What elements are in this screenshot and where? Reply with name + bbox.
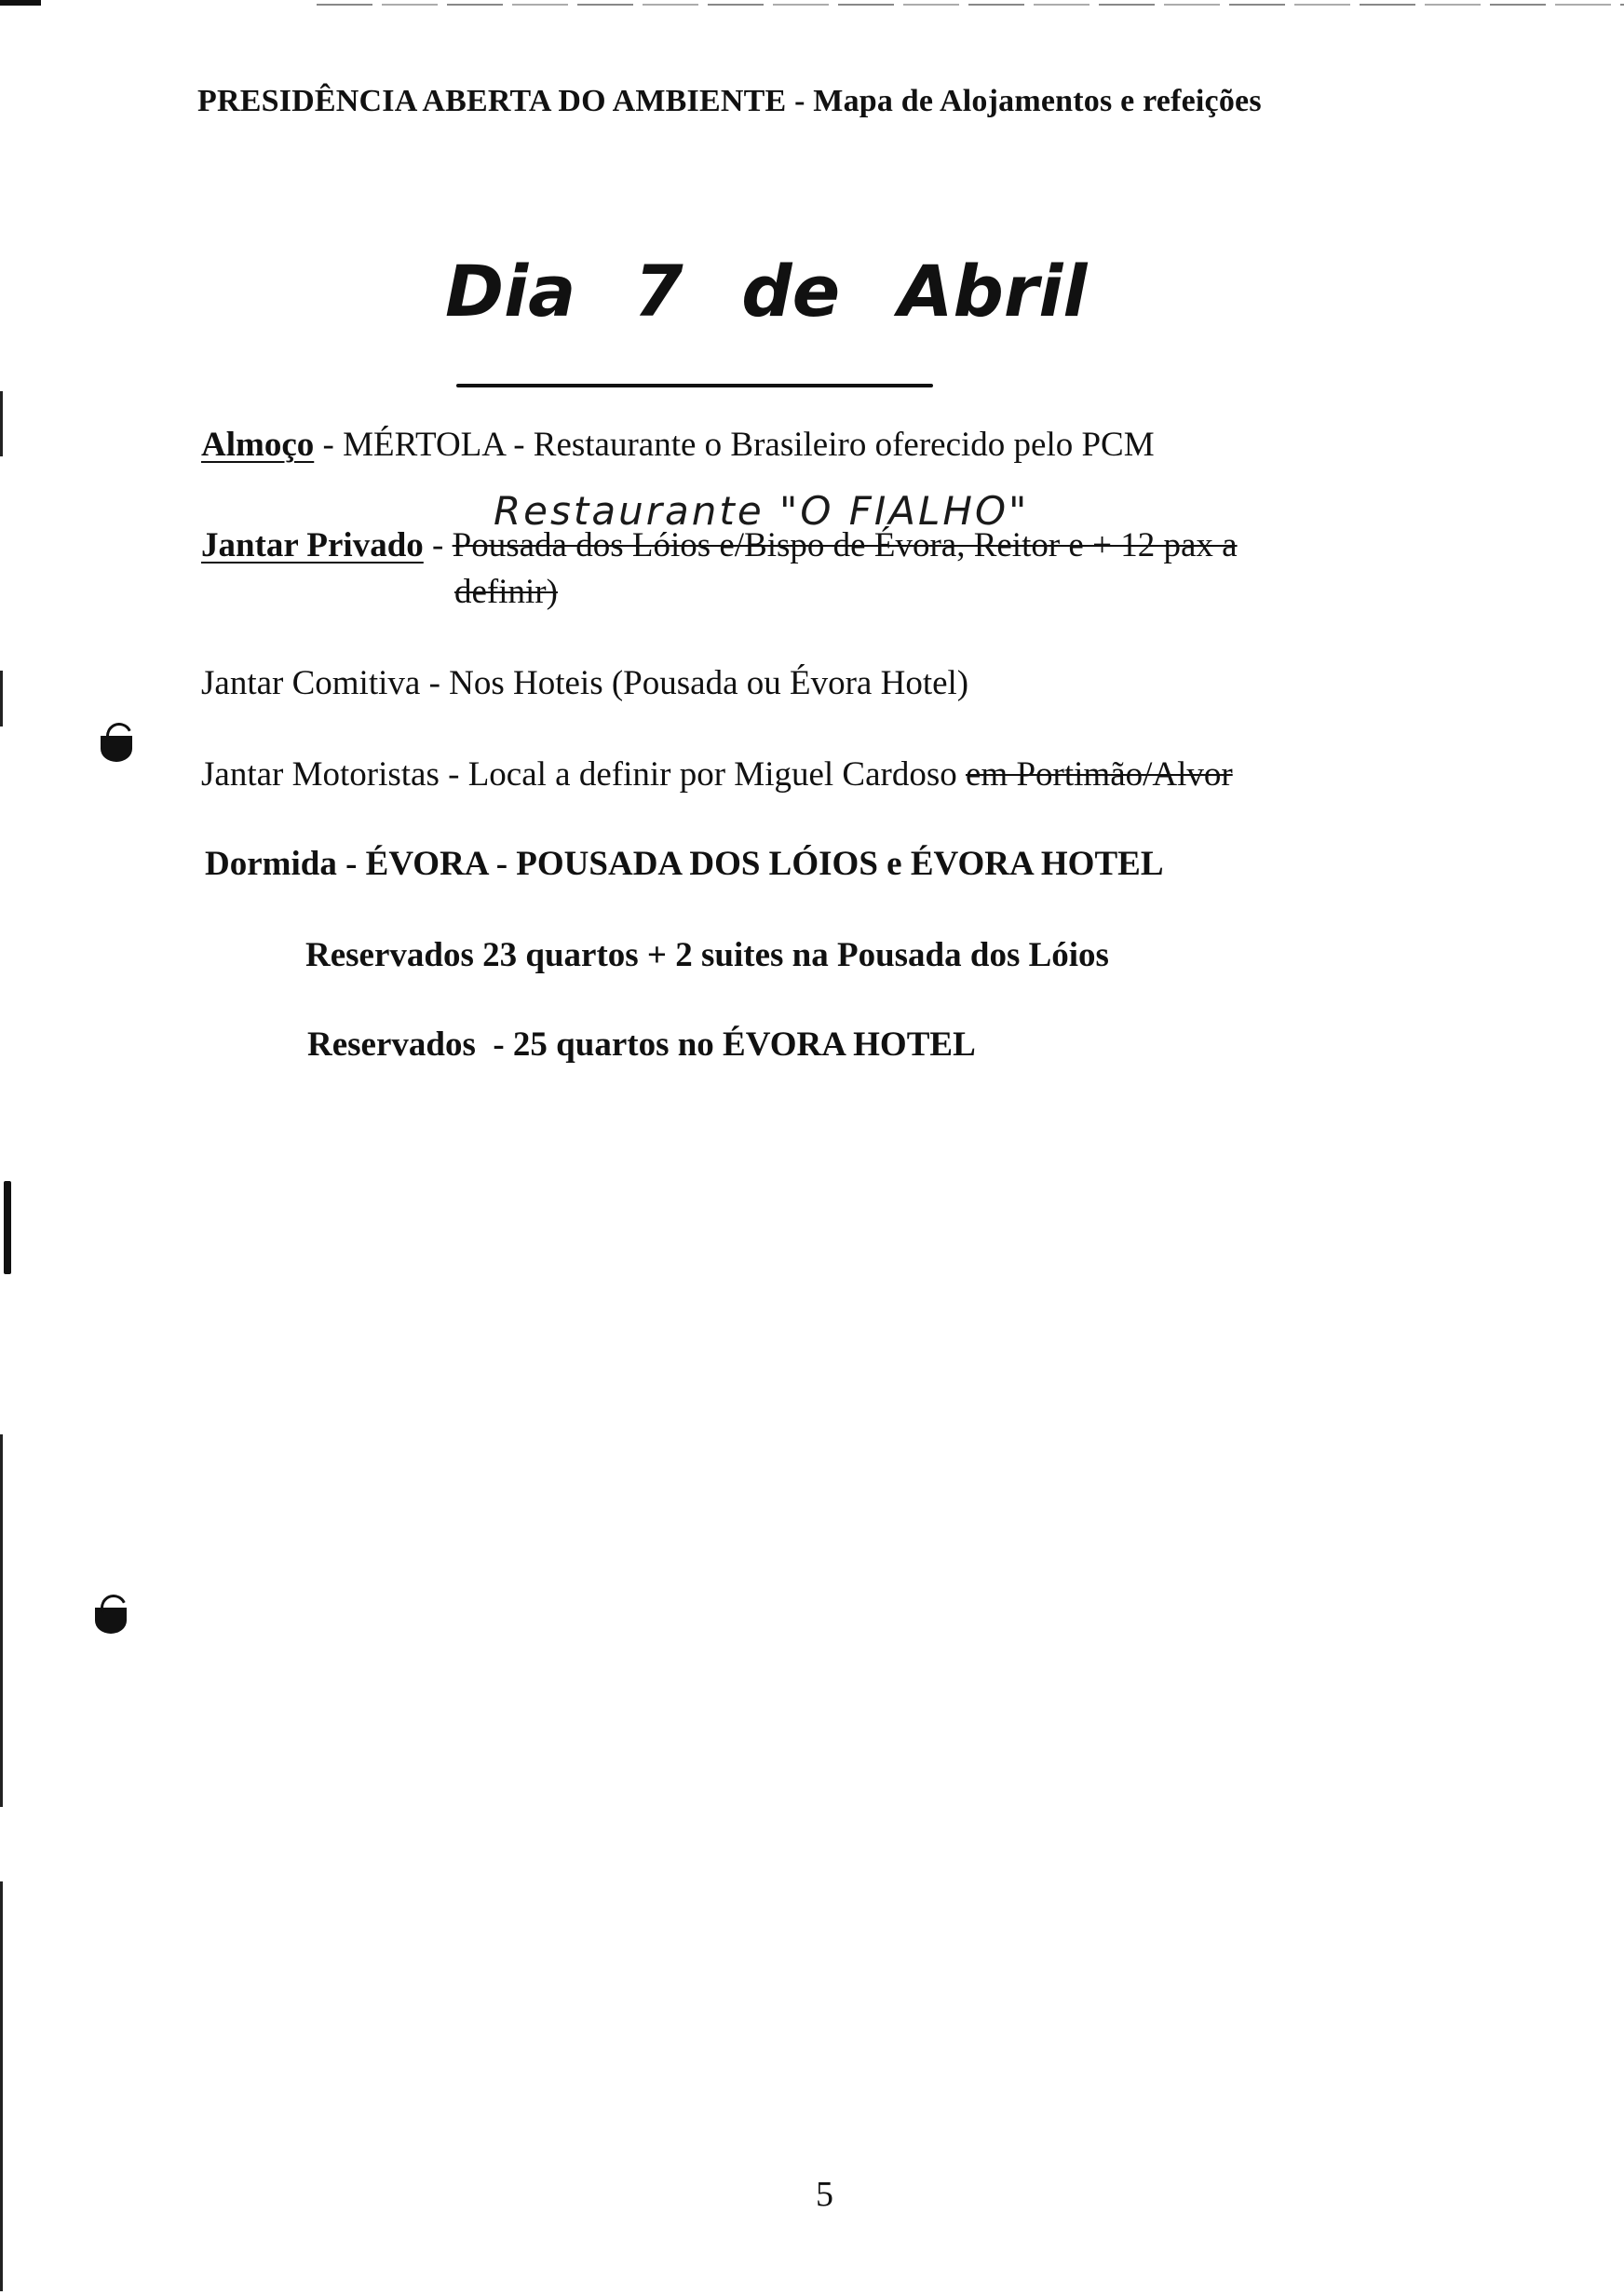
- heading-underline: [456, 384, 933, 387]
- almoco-text: - MÉRTOLA - Restaurante o Brasileiro oferecido pelo PCM: [314, 426, 1155, 464]
- jantar-motoristas-struck-text: em Portimão/Alvor: [966, 755, 1233, 794]
- reserva-line-1: Reservados 23 quartos + 2 suites na Pousada dos Lóios: [305, 936, 1109, 974]
- jantar-privado-struck-text-2: definir): [454, 573, 558, 611]
- almoco-label: Almoço: [201, 426, 315, 464]
- scan-artifact: [317, 4, 1624, 6]
- jantar-motoristas-text: Jantar Motoristas - Local a definir por Miguel Cardoso: [201, 755, 966, 794]
- scan-artifact: [4, 1181, 11, 1274]
- scan-artifact: [0, 391, 3, 456]
- jantar-privado-line-2: [454, 572, 558, 612]
- handwritten-restaurant-note: Restaurante "O FIALHO": [494, 488, 1030, 534]
- jantar-privado-line: [201, 525, 1238, 565]
- jantar-privado-struck-text: Pousada dos Lóios e/Bispo de Évora, Reitor e + 12 pax a: [452, 526, 1238, 564]
- punch-hole-icon: [95, 1608, 127, 1634]
- almoco-line: [201, 425, 1155, 465]
- document-title: PRESIDÊNCIA ABERTA DO AMBIENTE - Mapa de Alojamentos e refeições: [197, 84, 1262, 118]
- dormida-line: Dormida - ÉVORA - POUSADA DOS LÓIOS e ÉVORA HOTEL: [205, 845, 1164, 883]
- punch-hole-icon: [101, 736, 132, 762]
- scan-artifact: [0, 1434, 3, 1807]
- jantar-privado-separator: -: [423, 526, 453, 564]
- jantar-motoristas-line: [201, 754, 1233, 794]
- page-number: 5: [816, 2175, 833, 2214]
- jantar-comitiva-line: Jantar Comitiva - Nos Hoteis (Pousada ou Évora Hotel): [201, 664, 969, 702]
- scan-artifact: [0, 1881, 3, 2291]
- scan-artifact: [0, 671, 3, 727]
- handwritten-date-heading: Dia 7 de Abril: [445, 250, 1088, 333]
- scan-artifact: [0, 0, 41, 6]
- reserva-line-2: Reservados - 25 quartos no ÉVORA HOTEL: [307, 1025, 976, 1064]
- jantar-privado-label: Jantar Privado: [201, 526, 424, 564]
